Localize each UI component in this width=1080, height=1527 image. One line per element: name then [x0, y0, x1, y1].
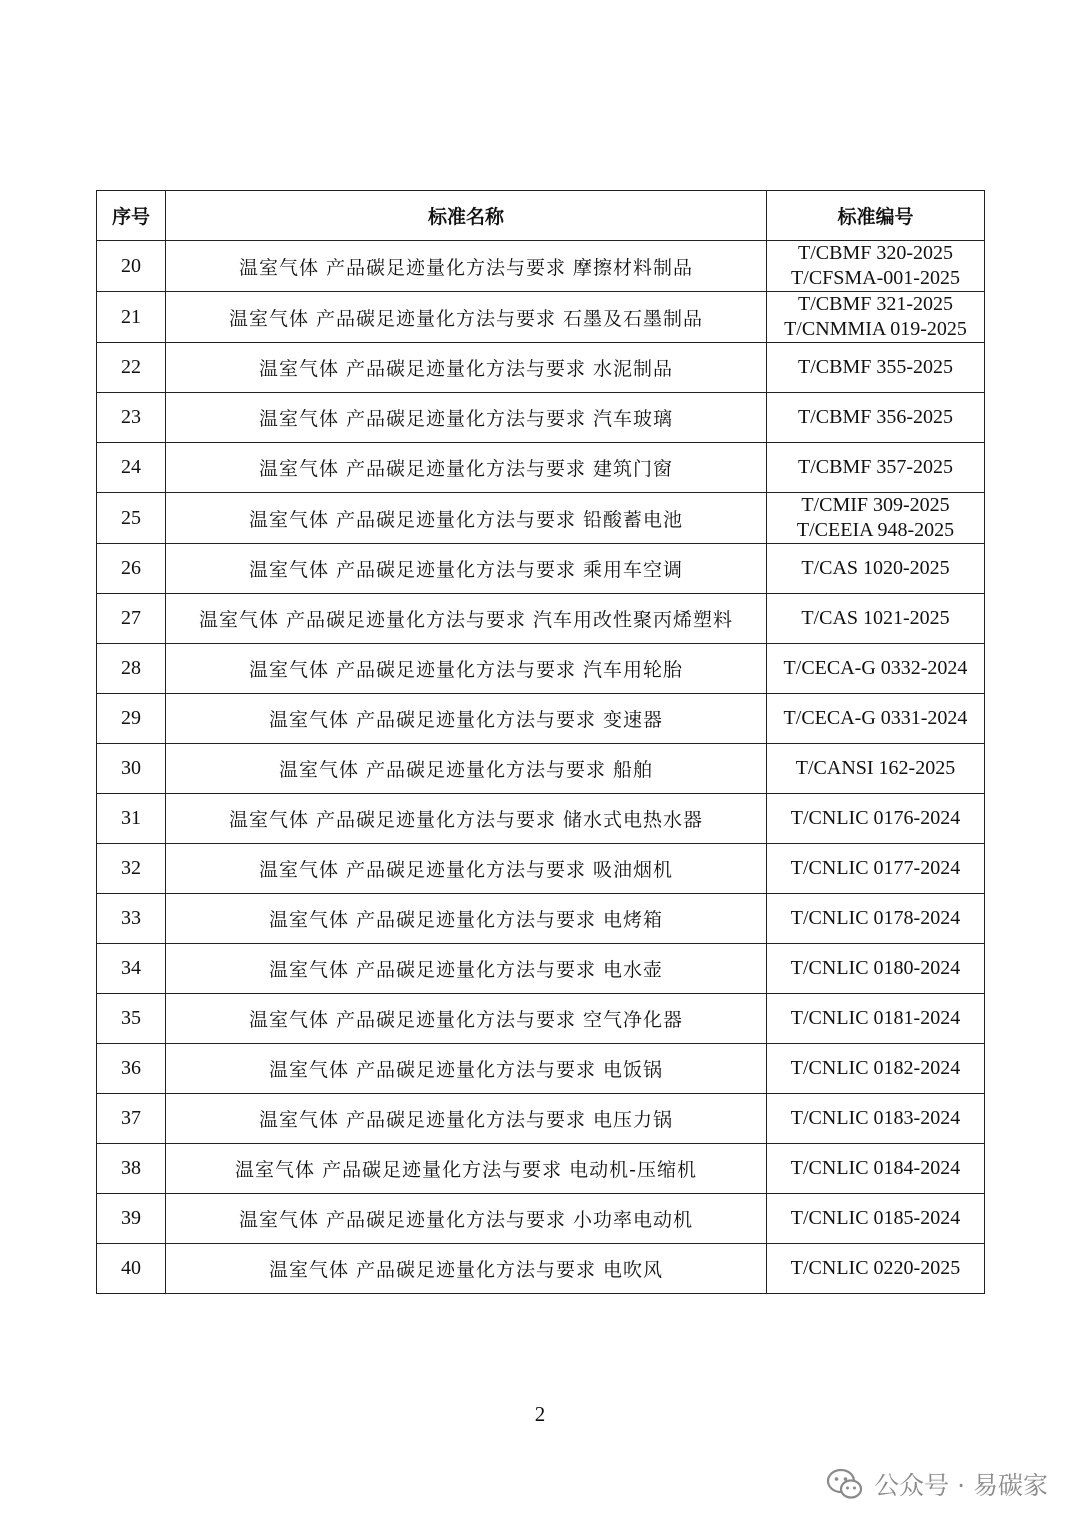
table-row — [97, 443, 985, 493]
standard-code: T/CNLIC 0185-2024 — [790, 1207, 961, 1229]
standard-code: T/CNLIC 0180-2024 — [790, 957, 961, 979]
standard-name: 温室气体 产品碳足迹量化方法与要求 铅酸蓄电池 — [166, 493, 767, 544]
row-number: 29 — [97, 694, 166, 744]
standard-code: T/CNMMIA 019-2025 — [784, 318, 967, 340]
header-code: 标准编号 — [767, 191, 985, 241]
standard-name: 温室气体 产品碳足迹量化方法与要求 船舶 — [166, 744, 767, 794]
standard-code: T/CBMF 356-2025 — [797, 406, 954, 428]
standard-code-cell — [767, 994, 985, 1044]
table-row — [97, 794, 985, 844]
standard-name: 温室气体 产品碳足迹量化方法与要求 小功率电动机 — [166, 1194, 767, 1244]
standard-code-cell — [767, 894, 985, 944]
standard-code-cell — [767, 944, 985, 994]
standard-code: T/CNLIC 0176-2024 — [790, 807, 961, 829]
standard-code: T/CAS 1020-2025 — [801, 557, 950, 579]
table-row — [97, 1094, 985, 1144]
standard-code-cell — [767, 1244, 985, 1294]
row-number: 40 — [97, 1244, 166, 1294]
table-header — [97, 191, 985, 241]
row-number: 37 — [97, 1094, 166, 1144]
table-row — [97, 393, 985, 443]
wechat-icon — [826, 1468, 864, 1500]
standard-name: 温室气体 产品碳足迹量化方法与要求 电烤箱 — [166, 894, 767, 944]
standard-code-cell — [767, 343, 985, 393]
table-row — [97, 994, 985, 1044]
standard-code: T/CNLIC 0184-2024 — [790, 1157, 961, 1179]
standard-code: T/CNLIC 0220-2025 — [790, 1257, 961, 1279]
row-number: 30 — [97, 744, 166, 794]
row-number: 28 — [97, 644, 166, 694]
table-row — [97, 1244, 985, 1294]
table-row — [97, 694, 985, 744]
row-number: 32 — [97, 844, 166, 894]
table-row — [97, 493, 985, 544]
standard-code: T/CECA-G 0332-2024 — [783, 657, 968, 679]
standard-code-cell — [767, 1094, 985, 1144]
standard-code-cell — [767, 644, 985, 694]
row-number: 38 — [97, 1144, 166, 1194]
standard-name: 温室气体 产品碳足迹量化方法与要求 电吹风 — [166, 1244, 767, 1294]
row-number: 34 — [97, 944, 166, 994]
row-number: 21 — [97, 292, 166, 343]
standard-name: 温室气体 产品碳足迹量化方法与要求 摩擦材料制品 — [166, 241, 767, 292]
standard-code: T/CMIF 309-2025 — [801, 494, 950, 516]
watermark-text: 公众号 · 易碳家 — [874, 1471, 1048, 1500]
standard-code: T/CBMF 321-2025 — [797, 293, 954, 315]
standard-code: T/CECA-G 0331-2024 — [783, 707, 968, 729]
standard-code: T/CFSMA-001-2025 — [791, 267, 960, 289]
standard-name: 温室气体 产品碳足迹量化方法与要求 水泥制品 — [166, 343, 767, 393]
row-number: 26 — [97, 544, 166, 594]
row-number: 35 — [97, 994, 166, 1044]
standard-code: T/CEEIA 948-2025 — [796, 519, 955, 541]
standard-name: 温室气体 产品碳足迹量化方法与要求 汽车玻璃 — [166, 393, 767, 443]
standard-code: T/CBMF 357-2025 — [797, 456, 954, 478]
standard-name: 温室气体 产品碳足迹量化方法与要求 汽车用轮胎 — [166, 644, 767, 694]
table-row — [97, 1144, 985, 1194]
table-row — [97, 594, 985, 644]
standard-code-cell — [767, 544, 985, 594]
table-row — [97, 844, 985, 894]
standard-code-cell — [767, 292, 985, 343]
standard-code: T/CNLIC 0178-2024 — [790, 907, 961, 929]
header-no: 序号 — [97, 191, 166, 241]
standard-name: 温室气体 产品碳足迹量化方法与要求 吸油烟机 — [166, 844, 767, 894]
table-row — [97, 744, 985, 794]
standard-name: 温室气体 产品碳足迹量化方法与要求 汽车用改性聚丙烯塑料 — [166, 594, 767, 644]
standard-name: 温室气体 产品碳足迹量化方法与要求 电水壶 — [166, 944, 767, 994]
standard-name: 温室气体 产品碳足迹量化方法与要求 电动机-压缩机 — [166, 1144, 767, 1194]
standard-code-cell — [767, 694, 985, 744]
standard-code-cell — [767, 794, 985, 844]
standard-code: T/CNLIC 0177-2024 — [790, 857, 961, 879]
standard-code-cell — [767, 241, 985, 292]
page-number: 2 — [534, 1402, 546, 1426]
table-row — [97, 544, 985, 594]
standard-code: T/CNLIC 0181-2024 — [790, 1007, 961, 1029]
table-row — [97, 241, 985, 292]
row-number: 27 — [97, 594, 166, 644]
table-body — [97, 241, 985, 1294]
standard-code: T/CANSI 162-2025 — [795, 757, 956, 779]
table-row — [97, 1044, 985, 1094]
standard-name: 温室气体 产品碳足迹量化方法与要求 变速器 — [166, 694, 767, 744]
standard-code-cell — [767, 393, 985, 443]
watermark — [826, 1466, 1048, 1502]
row-number: 39 — [97, 1194, 166, 1244]
standard-name: 温室气体 产品碳足迹量化方法与要求 电压力锅 — [166, 1094, 767, 1144]
standards-table — [96, 190, 985, 1294]
standard-code-cell — [767, 493, 985, 544]
table-row — [97, 292, 985, 343]
standard-code-cell — [767, 1144, 985, 1194]
standard-name: 温室气体 产品碳足迹量化方法与要求 建筑门窗 — [166, 443, 767, 493]
standard-code-cell — [767, 1044, 985, 1094]
row-number: 20 — [97, 241, 166, 292]
row-number: 31 — [97, 794, 166, 844]
standard-code: T/CBMF 320-2025 — [797, 242, 954, 264]
table-row — [97, 343, 985, 393]
standard-code: T/CNLIC 0183-2024 — [790, 1107, 961, 1129]
table-row — [97, 944, 985, 994]
standard-code-cell — [767, 594, 985, 644]
header-name: 标准名称 — [166, 191, 767, 241]
header-row — [97, 191, 985, 241]
table-row — [97, 894, 985, 944]
table-row — [97, 644, 985, 694]
row-number: 33 — [97, 894, 166, 944]
standard-name: 温室气体 产品碳足迹量化方法与要求 储水式电热水器 — [166, 794, 767, 844]
row-number: 25 — [97, 493, 166, 544]
standard-name: 温室气体 产品碳足迹量化方法与要求 空气净化器 — [166, 994, 767, 1044]
table-row — [97, 1194, 985, 1244]
standard-name: 温室气体 产品碳足迹量化方法与要求 电饭锅 — [166, 1044, 767, 1094]
row-number: 22 — [97, 343, 166, 393]
row-number: 36 — [97, 1044, 166, 1094]
standard-code: T/CNLIC 0182-2024 — [790, 1057, 961, 1079]
standard-name: 温室气体 产品碳足迹量化方法与要求 乘用车空调 — [166, 544, 767, 594]
standard-code-cell — [767, 844, 985, 894]
standard-code-cell — [767, 1194, 985, 1244]
standard-code-cell — [767, 443, 985, 493]
standard-name: 温室气体 产品碳足迹量化方法与要求 石墨及石墨制品 — [166, 292, 767, 343]
standard-code: T/CBMF 355-2025 — [797, 356, 954, 378]
standard-code: T/CAS 1021-2025 — [801, 607, 950, 629]
row-number: 24 — [97, 443, 166, 493]
standard-code-cell — [767, 744, 985, 794]
row-number: 23 — [97, 393, 166, 443]
